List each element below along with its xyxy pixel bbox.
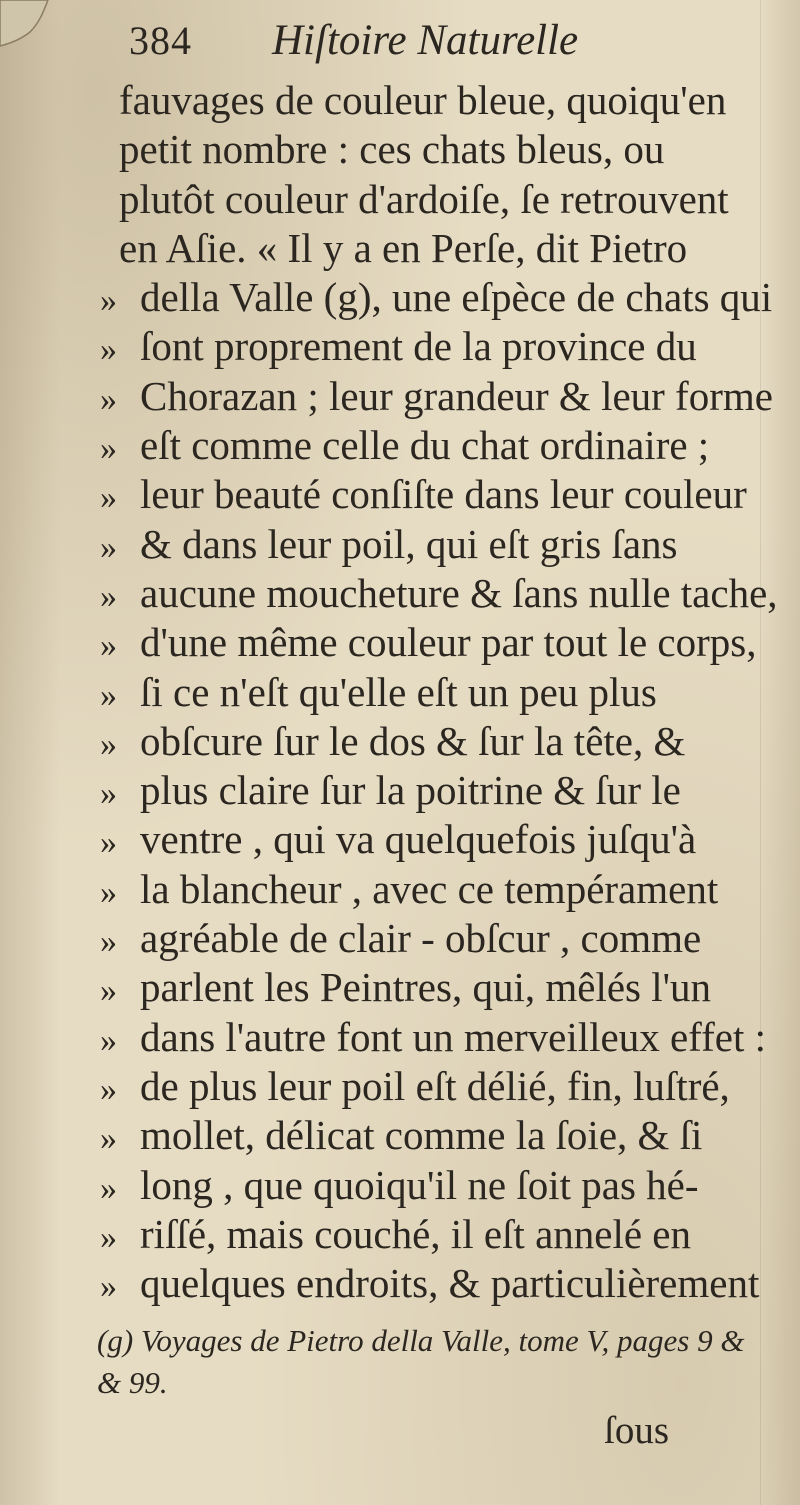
guillemet: » (100, 528, 117, 566)
quoted-line: » & dans leur poil, qui eſt gris ſans (100, 520, 678, 567)
guillemet: » (100, 1070, 117, 1108)
guillemet: » (100, 1218, 117, 1256)
quoted-line: » d'une même couleur par tout le corps, (100, 619, 757, 666)
quoted-line: » riſſé, mais couché, il eſt annelé en (100, 1210, 691, 1257)
guillemet: » (100, 331, 117, 369)
quoted-line: » ventre , qui va quelquefois juſqu'à (100, 816, 697, 863)
footnote-line: & 99. (97, 1365, 168, 1400)
catchword: ſous (604, 1409, 670, 1452)
guillemet: » (100, 282, 117, 320)
text-line: plutôt couleur d'ardoiſe, ſe retrouvent (119, 175, 729, 222)
quoted-line: » leur beauté conſiſte dans leur couleur (100, 471, 747, 518)
body-text (100, 76, 800, 1308)
guillemet: » (100, 725, 117, 763)
footnote-line: (g) Voyages de Pietro della Valle, tome V, pages 9 & (97, 1323, 745, 1358)
guillemet: » (100, 380, 117, 418)
guillemet: » (100, 923, 117, 961)
quoted-line: » obſcure ſur le dos & ſur la tête, & (100, 717, 686, 764)
guillemet: » (100, 577, 117, 615)
text-line: en Aſie. « Il y a en Perſe, dit Pietro (119, 224, 688, 271)
quoted-line: » Chorazan ; leur grandeur & leur forme (100, 372, 773, 419)
guillemet: » (100, 775, 117, 813)
quoted-line: » della Valle (g), une eſpèce de chats qui (100, 274, 773, 321)
quoted-line: » ſi ce n'eſt qu'elle eſt un peu plus (100, 668, 657, 715)
running-title: Hiſtoire Naturelle (272, 17, 579, 64)
quoted-line: » ſont proprement de la province du (100, 323, 697, 370)
guillemet: » (100, 824, 117, 862)
quoted-line: » mollet, délicat comme la ſoie, & ſi (100, 1112, 703, 1159)
quoted-line: » parlent les Peintres, qui, mêlés l'un (100, 964, 712, 1011)
text-line: fauvages de couleur bleue, quoiqu'en (119, 77, 727, 123)
text-line: petit nombre : ces chats bleus, ou (119, 126, 665, 173)
quoted-line: » eſt comme celle du chat ordinaire ; (100, 422, 710, 469)
guillemet: » (100, 1021, 117, 1059)
page-number: 384 (129, 18, 192, 63)
guillemet: » (100, 1169, 117, 1207)
quoted-line: » de plus leur poil eſt délié, fin, luſtré, (100, 1062, 730, 1109)
quoted-line: » agréable de clair - obſcur , comme (100, 915, 702, 962)
guillemet: » (100, 479, 117, 517)
quoted-line: » quelques endroits, & particulièrement (100, 1260, 760, 1307)
guillemet: » (100, 972, 117, 1010)
guillemet: » (100, 1268, 117, 1306)
guillemet: » (100, 627, 117, 665)
page-header (129, 16, 578, 76)
quoted-line: » la blancheur , avec ce tempérament (100, 865, 719, 912)
quoted-line: » aucune moucheture & ſans nulle tache, (100, 569, 778, 616)
guillemet: » (100, 1120, 117, 1158)
guillemet: » (100, 430, 117, 468)
quoted-line: » plus claire ſur la poitrine & ſur le (100, 767, 681, 814)
torn-corner-icon (0, 0, 62, 62)
quoted-line: » long , que quoiqu'il ne ſoit pas hé- (100, 1161, 699, 1208)
guillemet: » (100, 676, 117, 714)
quoted-line: » dans l'autre font un merveilleux effet : (100, 1013, 766, 1060)
guillemet: » (100, 873, 117, 911)
footnote (97, 1320, 777, 1404)
